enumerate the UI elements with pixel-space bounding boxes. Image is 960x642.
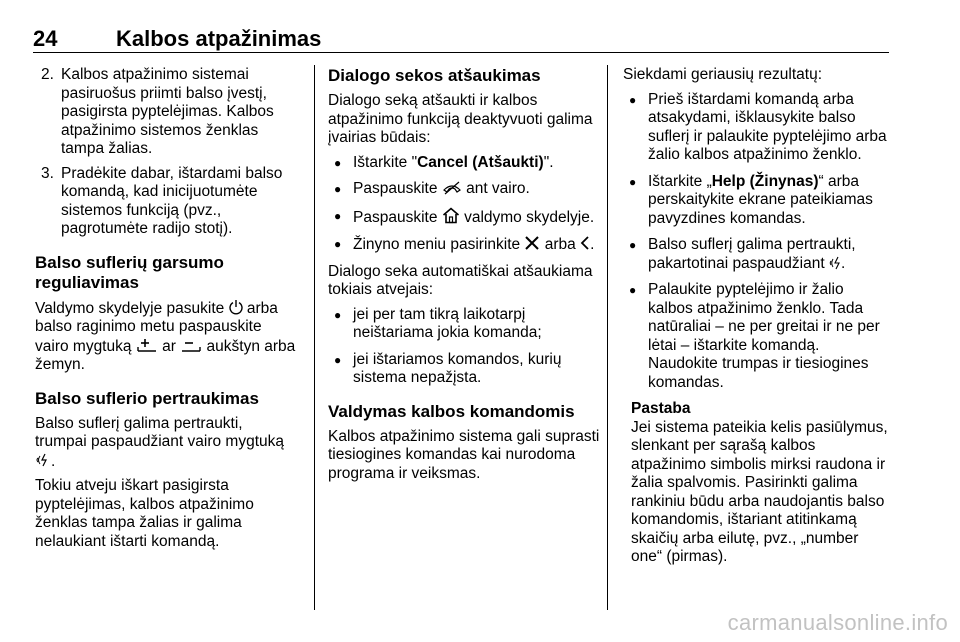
phone-hangup-icon xyxy=(442,181,462,195)
volume-up-button-icon xyxy=(136,337,158,353)
interrupt-paragraph-2: Tokiu atveju iškart pasigirsta pyptelėjimas, kalbos atpažinimo ženklas tampa žalias ir galima nelaukiant ištarti komandą. xyxy=(35,477,254,550)
bullet-item: ● Paspauskite valdymo skydelyje. xyxy=(328,207,600,228)
step-2: 2. Kalbos atpažinimo sistemai pasiruošus priimti balso įvestį, pasigirsta pyptelėjimas. Kalbos atpažinimo sistemos ženklas tampa žalias. xyxy=(41,66,274,157)
tips-intro: Siekdami geriausių rezultatų: xyxy=(623,66,823,83)
voice-commands-heading: Valdymas kalbos komandomis xyxy=(328,401,575,421)
volume-paragraph: Valdymo skydelyje pasukite arba balso raginimo metu paspauskite vairo mygtuką ar aukštyn arba žemyn. xyxy=(35,299,296,373)
column-1 xyxy=(35,66,297,557)
cancel-dialog-heading: Dialogo sekos atšaukimas xyxy=(328,66,541,85)
bullet-item: ● jei per tam tikrą laikotarpį neištariama jokia komanda; xyxy=(328,306,600,343)
watermark: carmanualsonline.info xyxy=(727,610,948,635)
volume-down-button-icon xyxy=(180,337,202,353)
column-2 xyxy=(328,66,600,489)
voice-commands-text: Kalbos atpažinimo sistema gali suprasti tiesiogines komandas kai nurodoma programa ir veiksmas. xyxy=(328,427,600,482)
bullet-item: ● Ištarkite „Help (Žinynas)“ arba perskaitykite ekrane pateikiamas pavyzdines komandas. xyxy=(623,173,888,229)
page-title: Kalbos atpažinimas xyxy=(116,26,322,51)
home-icon xyxy=(442,207,460,224)
interrupt-heading: Balso suflerio pertraukimas xyxy=(35,388,259,408)
page-header xyxy=(33,22,889,53)
voice-command-icon xyxy=(35,452,51,468)
voice-command-icon xyxy=(829,256,841,270)
note-text: Jei sistema pateikia kelis pasiūlymus, slenkant per sąrašą kalbos atpažinimo simbolis mirksi raudona ir žalia spalvomis. Pasirinkti galima rankiniu būdu arba naudojantis balso komandomis, ištariant atitinkamą skaičių arba eilutę, pvz., „number one“ (pirmas). xyxy=(631,418,888,565)
close-icon xyxy=(524,235,540,251)
column-divider xyxy=(607,65,608,610)
step-3: 3. Pradėkite dabar, ištardami balso komandą, kad inicijuotumėte sistemos funkciją (pvz., pagrotumėte radijo stotį). xyxy=(41,164,283,237)
bullet-item: ● Prieš ištardami komandą arba atsakydami, išklausykite balso suflerį ir palaukite pyptelėjimo arba žalio kalbos atpažinimo ženklo. xyxy=(623,91,888,165)
note-title: Pastaba xyxy=(631,400,691,417)
bullet-item: ● jei ištariamos komandos, kurių sistema nepažįsta. xyxy=(328,351,600,388)
bullet-item: ● Palaukite pyptelėjimo ir žalio kalbos atpažinimo ženklo. Tada natūraliai – ne per greitai ir ne per lėtai – ištarkite komandą. Naudokite trumpas ir tiesiogines komandas. xyxy=(623,281,888,392)
bullet-item: ● Ištarkite "Cancel (Atšaukti)". xyxy=(328,154,600,173)
column-divider xyxy=(314,65,315,610)
bullet-item: ● Paspauskite ant vairo. xyxy=(328,180,600,199)
back-chevron-icon xyxy=(580,235,590,251)
bullet-item: ● Žinyno meniu pasirinkite arba . xyxy=(328,235,600,255)
bullet-item: ● Balso suflerį galima pertraukti, pakartotinai paspaudžiant . xyxy=(623,236,888,273)
power-knob-icon xyxy=(229,299,243,315)
volume-heading: Balso suflerių garsumo reguliavimas xyxy=(35,252,224,292)
note-box xyxy=(623,400,888,567)
auto-cancel-text: Dialogo seka automatiškai atšaukiama tokiais atvejais: xyxy=(328,262,593,298)
column-3 xyxy=(623,66,888,573)
page-number: 24 xyxy=(33,26,58,51)
cancel-intro: Dialogo seką atšaukti ir kalbos atpažinimo funkciją deaktyvuoti galima įvairias būdais: xyxy=(328,92,593,146)
interrupt-paragraph: Balso suflerį galima pertraukti, trumpai paspaudžiant vairo mygtuką . xyxy=(35,414,284,470)
